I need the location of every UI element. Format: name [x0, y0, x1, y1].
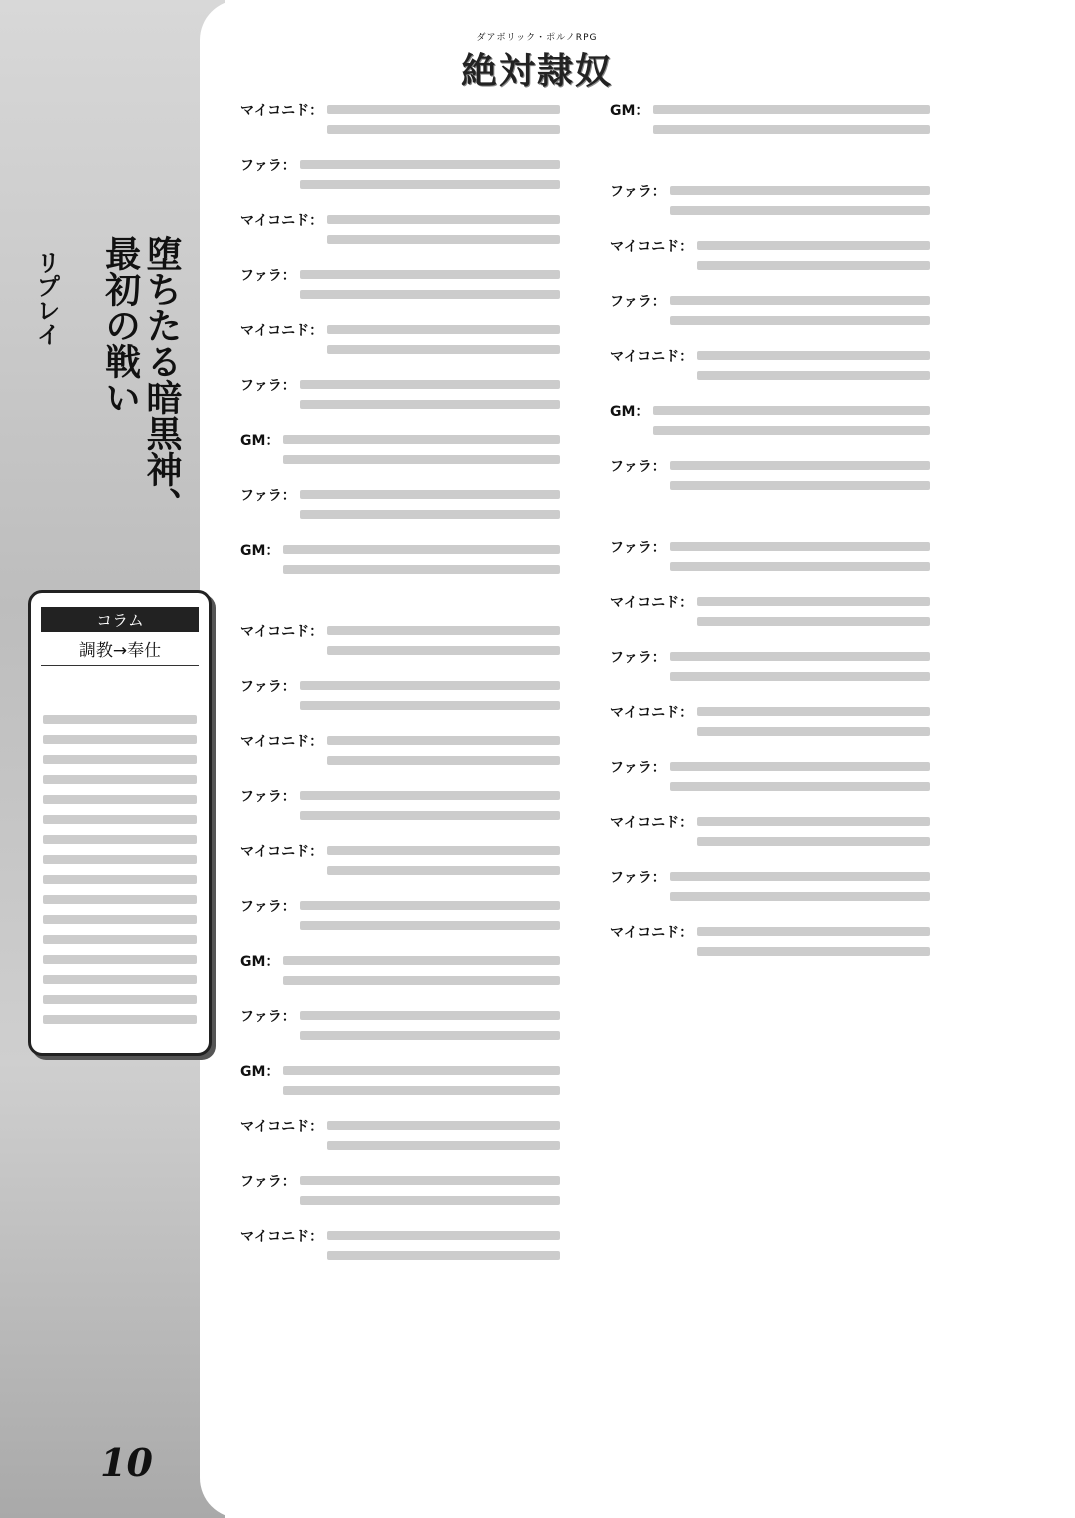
- redaction-bar: [43, 915, 197, 924]
- speaker-label: マイコニド：: [240, 624, 324, 640]
- redaction-bar: [670, 762, 930, 771]
- chapter-tag: リプレイ: [32, 250, 60, 346]
- redaction-bar: [43, 875, 197, 884]
- redaction-bar: [670, 782, 930, 791]
- redacted-text: [697, 346, 930, 391]
- paragraph-gap: [610, 155, 930, 181]
- paragraph-gap: [610, 511, 930, 537]
- redaction-bar: [283, 976, 560, 985]
- speaker-label: ファラ：: [240, 1009, 296, 1025]
- redaction-bar: [300, 901, 560, 910]
- redaction-bar: [670, 872, 930, 881]
- dialogue-line: [240, 841, 560, 886]
- redacted-text: [300, 896, 560, 941]
- redaction-bar: [653, 105, 930, 114]
- redacted-text: [327, 210, 560, 255]
- redaction-bar: [300, 681, 560, 690]
- redaction-bar: [43, 735, 197, 744]
- text-column-1: [240, 100, 560, 1281]
- dialogue-line: [610, 346, 930, 391]
- dialogue-line: [610, 812, 930, 857]
- redaction-bar: [300, 400, 560, 409]
- redaction-bar: [283, 545, 560, 554]
- redaction-bar: [300, 701, 560, 710]
- dialogue-line: [240, 320, 560, 365]
- redacted-text: [653, 100, 930, 145]
- column-box: [28, 590, 212, 1056]
- redaction-bar: [670, 892, 930, 901]
- redacted-text: [670, 181, 930, 226]
- speaker-label: ファラ：: [240, 488, 296, 504]
- redacted-text: [283, 951, 560, 996]
- redaction-bar: [697, 371, 930, 380]
- redaction-bar: [670, 316, 930, 325]
- speaker-label: GM：: [610, 404, 650, 420]
- dialogue-line: [240, 1226, 560, 1271]
- redaction-bar: [670, 481, 930, 490]
- dialogue-line: [610, 702, 930, 747]
- dialogue-line: [610, 867, 930, 912]
- dialogue-line: [610, 456, 930, 501]
- speaker-label: GM：: [240, 954, 280, 970]
- redacted-text: [327, 841, 560, 886]
- paragraph-gap: [240, 595, 560, 621]
- redaction-bar: [43, 815, 197, 824]
- dialogue-line: [610, 592, 930, 637]
- redacted-text: [300, 155, 560, 200]
- speaker-label: ファラ：: [240, 1174, 296, 1190]
- redaction-bar: [300, 490, 560, 499]
- redacted-text: [283, 430, 560, 475]
- speaker-label: マイコニド：: [240, 1229, 324, 1245]
- redacted-text: [670, 537, 930, 582]
- speaker-label: ファラ：: [610, 459, 666, 475]
- speaker-label: マイコニド：: [610, 815, 694, 831]
- redaction-bar: [283, 455, 560, 464]
- dialogue-line: [240, 1171, 560, 1216]
- redaction-bar: [43, 855, 197, 864]
- redaction-bar: [43, 955, 197, 964]
- dialogue-line: [240, 265, 560, 310]
- redaction-bar: [670, 206, 930, 215]
- redaction-bar: [697, 947, 930, 956]
- redaction-bar: [327, 345, 560, 354]
- redaction-bar: [697, 597, 930, 606]
- speaker-label: ファラ：: [240, 679, 296, 695]
- redacted-text: [670, 757, 930, 802]
- redaction-bar: [300, 811, 560, 820]
- redaction-bar: [697, 837, 930, 846]
- redacted-text: [327, 1116, 560, 1161]
- redacted-text: [697, 592, 930, 637]
- dialogue-line: [610, 922, 930, 967]
- redaction-bar: [670, 186, 930, 195]
- speaker-label: ファラ：: [240, 789, 296, 805]
- redaction-bar: [43, 975, 197, 984]
- dialogue-line: [240, 896, 560, 941]
- speaker-label: ファラ：: [240, 158, 296, 174]
- redacted-text: [300, 1171, 560, 1216]
- redaction-bar: [653, 125, 930, 134]
- redaction-bar: [300, 791, 560, 800]
- redaction-bar: [283, 956, 560, 965]
- redacted-text: [300, 265, 560, 310]
- redacted-text: [697, 236, 930, 281]
- redaction-bar: [283, 1066, 560, 1075]
- speaker-label: ファラ：: [610, 650, 666, 666]
- speaker-label: GM：: [240, 543, 280, 559]
- redaction-bar: [327, 235, 560, 244]
- redaction-bar: [670, 652, 930, 661]
- redaction-bar: [327, 866, 560, 875]
- redaction-bar: [327, 215, 560, 224]
- redaction-bar: [327, 1251, 560, 1260]
- dialogue-line: [240, 100, 560, 145]
- redaction-bar: [670, 542, 930, 551]
- dialogue-line: [240, 1116, 560, 1161]
- redacted-text: [670, 647, 930, 692]
- redacted-text: [327, 1226, 560, 1271]
- dialogue-line: [610, 236, 930, 281]
- speaker-label: ファラ：: [610, 760, 666, 776]
- speaker-label: マイコニド：: [240, 323, 324, 339]
- dialogue-line: [240, 485, 560, 530]
- dialogue-line: [610, 401, 930, 446]
- redaction-bar: [300, 1176, 560, 1185]
- speaker-label: マイコニド：: [610, 925, 694, 941]
- redaction-bar: [327, 1121, 560, 1130]
- chapter-title-text: 堕ちたる暗黒神、最初の戦い: [99, 235, 182, 523]
- redaction-bar: [43, 715, 197, 724]
- redaction-bar: [43, 795, 197, 804]
- dialogue-line: [240, 951, 560, 996]
- redacted-text: [327, 320, 560, 365]
- redaction-bar: [327, 125, 560, 134]
- redacted-text: [670, 867, 930, 912]
- speaker-label: ファラ：: [240, 899, 296, 915]
- dialogue-line: [610, 181, 930, 226]
- redaction-bar: [697, 617, 930, 626]
- redaction-bar: [697, 727, 930, 736]
- dialogue-line: [240, 1006, 560, 1051]
- speaker-label: マイコニド：: [610, 595, 694, 611]
- dialogue-line: [240, 375, 560, 420]
- speaker-label: マイコニド：: [610, 239, 694, 255]
- column-body-redacted: [31, 666, 209, 1024]
- redaction-bar: [670, 296, 930, 305]
- redacted-text: [300, 485, 560, 530]
- logo-subtitle: ダアボリック・ポルノRPG: [476, 33, 598, 43]
- speaker-label: ファラ：: [610, 540, 666, 556]
- redacted-text: [327, 621, 560, 666]
- redacted-text: [653, 401, 930, 446]
- redaction-bar: [43, 835, 197, 844]
- speaker-label: ファラ：: [240, 378, 296, 394]
- redaction-bar: [43, 1015, 197, 1024]
- logo-title: 絶対隷奴: [460, 50, 613, 92]
- dialogue-line: [610, 757, 930, 802]
- dialogue-line: [610, 647, 930, 692]
- redaction-bar: [300, 380, 560, 389]
- redaction-bar: [653, 426, 930, 435]
- redaction-bar: [327, 626, 560, 635]
- redaction-bar: [327, 1231, 560, 1240]
- text-column-2: [610, 100, 930, 977]
- redaction-bar: [283, 565, 560, 574]
- redacted-text: [300, 786, 560, 831]
- speaker-label: マイコニド：: [240, 103, 324, 119]
- redacted-text: [300, 676, 560, 721]
- redaction-bar: [697, 817, 930, 826]
- dialogue-line: [610, 291, 930, 336]
- dialogue-line: [240, 210, 560, 255]
- redaction-bar: [697, 707, 930, 716]
- column-label: コラム: [41, 607, 199, 632]
- redaction-bar: [653, 406, 930, 415]
- speaker-label: マイコニド：: [240, 213, 324, 229]
- redacted-text: [670, 456, 930, 501]
- logo: [452, 30, 622, 92]
- redaction-bar: [43, 935, 197, 944]
- redaction-bar: [697, 241, 930, 250]
- redaction-bar: [300, 160, 560, 169]
- redacted-text: [327, 731, 560, 776]
- redaction-bar: [697, 351, 930, 360]
- dialogue-line: [610, 537, 930, 582]
- redaction-bar: [670, 672, 930, 681]
- redaction-bar: [300, 290, 560, 299]
- redacted-text: [283, 1061, 560, 1106]
- dialogue-line: [240, 155, 560, 200]
- redaction-bar: [697, 927, 930, 936]
- page-number: 10: [100, 1440, 153, 1485]
- redaction-bar: [670, 562, 930, 571]
- redacted-text: [697, 702, 930, 747]
- dialogue-line: [240, 430, 560, 475]
- redaction-bar: [327, 736, 560, 745]
- speaker-label: GM：: [240, 1064, 280, 1080]
- speaker-label: マイコニド：: [610, 705, 694, 721]
- redacted-text: [327, 100, 560, 145]
- redacted-text: [300, 1006, 560, 1051]
- redaction-bar: [300, 1196, 560, 1205]
- redaction-bar: [300, 510, 560, 519]
- redaction-bar: [327, 846, 560, 855]
- redaction-bar: [327, 1141, 560, 1150]
- redaction-bar: [327, 646, 560, 655]
- redacted-text: [697, 812, 930, 857]
- speaker-label: ファラ：: [610, 294, 666, 310]
- speaker-label: マイコニド：: [610, 349, 694, 365]
- dialogue-line: [240, 786, 560, 831]
- dialogue-line: [240, 540, 560, 585]
- redaction-bar: [327, 756, 560, 765]
- redaction-bar: [327, 105, 560, 114]
- speaker-label: ファラ：: [610, 870, 666, 886]
- speaker-label: GM：: [610, 103, 650, 119]
- redaction-bar: [283, 435, 560, 444]
- redaction-bar: [300, 921, 560, 930]
- redaction-bar: [43, 775, 197, 784]
- redaction-bar: [697, 261, 930, 270]
- speaker-label: マイコニド：: [240, 734, 324, 750]
- redaction-bar: [43, 995, 197, 1004]
- speaker-label: GM：: [240, 433, 280, 449]
- column-heading: 調教→奉仕: [41, 636, 199, 666]
- redaction-bar: [670, 461, 930, 470]
- dialogue-line: [240, 621, 560, 666]
- redacted-text: [670, 291, 930, 336]
- redacted-text: [697, 922, 930, 967]
- speaker-label: ファラ：: [240, 268, 296, 284]
- chapter-title: [92, 235, 182, 535]
- redaction-bar: [43, 895, 197, 904]
- redaction-bar: [300, 180, 560, 189]
- redaction-bar: [327, 325, 560, 334]
- redaction-bar: [300, 1031, 560, 1040]
- redaction-bar: [300, 270, 560, 279]
- speaker-label: ファラ：: [610, 184, 666, 200]
- speaker-label: マイコニド：: [240, 844, 324, 860]
- dialogue-line: [240, 731, 560, 776]
- dialogue-line: [240, 676, 560, 721]
- dialogue-line: [610, 100, 930, 145]
- redaction-bar: [300, 1011, 560, 1020]
- redacted-text: [283, 540, 560, 585]
- speaker-label: マイコニド：: [240, 1119, 324, 1135]
- redaction-bar: [43, 755, 197, 764]
- redacted-text: [300, 375, 560, 420]
- redaction-bar: [283, 1086, 560, 1095]
- dialogue-line: [240, 1061, 560, 1106]
